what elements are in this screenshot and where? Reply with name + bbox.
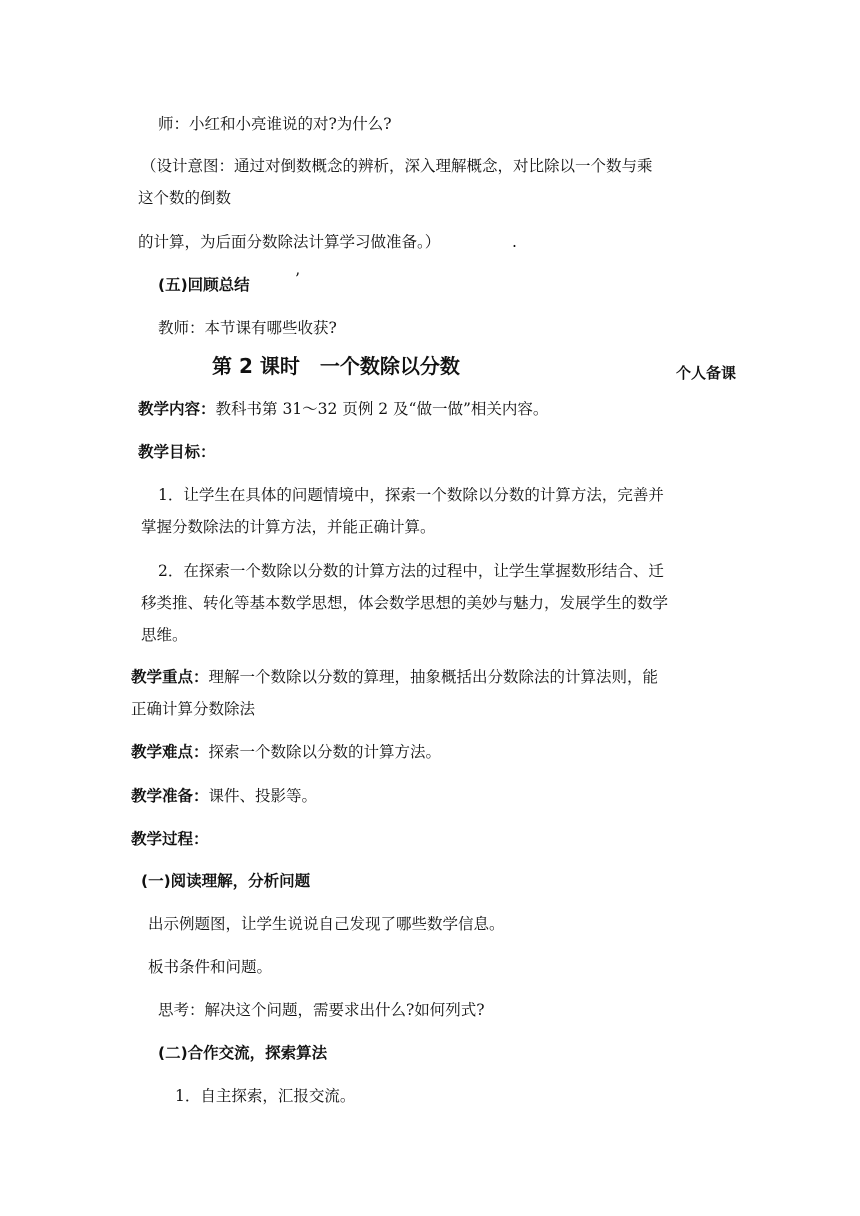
teaching-key-point: [131, 666, 658, 688]
key-point-label: 教学重点：: [131, 668, 209, 686]
personal-prep-note: 个人备课: [676, 364, 737, 382]
step-think: 思考：解决这个问题，需要求出什么?如何列式?: [158, 1001, 485, 1019]
goal-2-line-2: 移类推、转化等基本数学思想，体会数学思想的美妙与魅力，发展学生的数学: [141, 594, 669, 612]
teaching-goals-label: 教学目标：: [138, 443, 216, 461]
goal-2-line-1: 2．在探索一个数除以分数的计算方法的过程中，让学生掌握数形结合、迁: [158, 562, 664, 580]
teaching-content-text: 教科书第 31～32 页例 2 及“做一做”相关内容。: [215, 400, 549, 418]
key-point-text: 理解一个数除以分数的算理，抽象概括出分数除法的计算法则，能: [208, 668, 659, 686]
teaching-content: [138, 398, 548, 420]
difficulty-text: 探索一个数除以分数的计算方法。: [208, 743, 442, 761]
design-intent-line-3: 的计算，为后面分数除法计算学习做准备。）: [138, 233, 441, 251]
section-reading-analysis: (一)阅读理解，分析问题: [141, 872, 311, 890]
key-point-line-2: 正确计算分数除法: [131, 700, 256, 718]
teacher-harvest-line: 教师：本节课有哪些收获?: [158, 319, 337, 337]
design-intent-line-2: 这个数的倒数: [138, 189, 232, 207]
section-review-summary: (五)回顾总结: [158, 276, 250, 294]
stray-mark: .: [512, 233, 517, 251]
goal-2-line-3: 思维。: [141, 626, 188, 644]
difficulty-label: 教学难点：: [131, 743, 209, 761]
lesson-title: 第 2 课时 一个数除以分数: [212, 354, 460, 378]
section-cooperate-explore: (二)合作交流，探索算法: [158, 1044, 328, 1062]
prep-text: 课件、投影等。: [208, 787, 318, 805]
prep-label: 教学准备：: [131, 787, 209, 805]
design-intent-line-1: （设计意图：通过对倒数概念的辨析，深入理解概念，对比除以一个数与乘: [141, 157, 653, 175]
step-show-example: 出示例题图，让学生说说自己发现了哪些数学信息。: [148, 915, 505, 933]
teacher-question-line: 师：小红和小亮谁说的对?为什么?: [158, 115, 392, 133]
step-self-explore: 1．自主探索，汇报交流。: [175, 1087, 356, 1105]
teaching-difficulty: [131, 741, 441, 763]
teaching-process-label: 教学过程：: [131, 830, 209, 848]
goal-1-line-2: 掌握分数除法的计算方法，并能正确计算。: [141, 518, 436, 536]
step-board-writing: 板书条件和问题。: [148, 958, 273, 976]
teaching-preparation: [131, 785, 317, 807]
stray-mark: ’: [295, 270, 300, 288]
teaching-content-label: 教学内容：: [138, 400, 216, 418]
goal-1-line-1: 1．让学生在具体的问题情境中，探索一个数除以分数的计算方法，完善并: [158, 486, 664, 504]
